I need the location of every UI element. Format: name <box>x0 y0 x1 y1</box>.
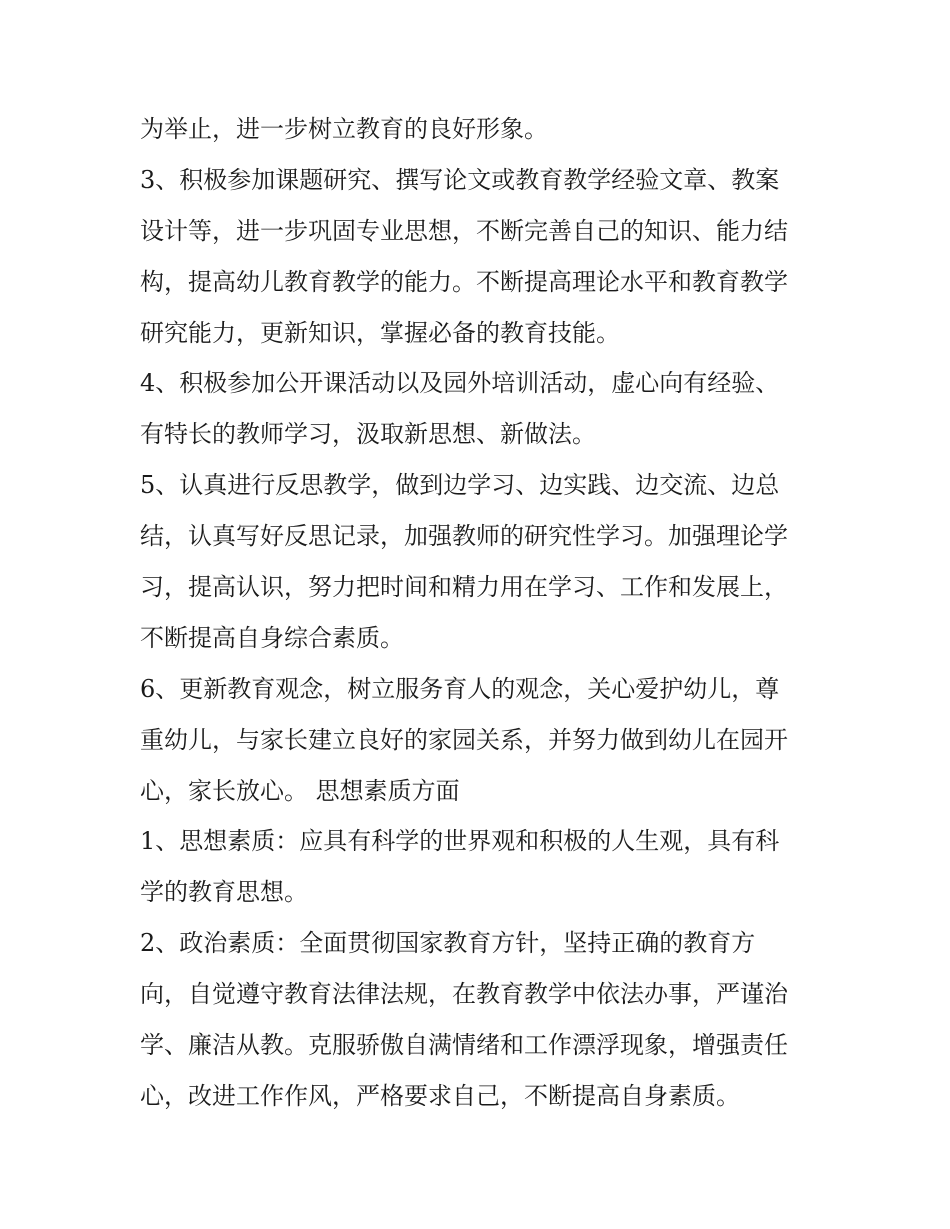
text-line: 4、积极参加公开课活动以及园外培训活动，虚心向有经验、 <box>140 369 780 398</box>
text-line: 习，提高认识，努力把时间和精力用在学习、工作和发展上， <box>140 573 788 602</box>
text-line: 学的教育思想。 <box>140 878 308 907</box>
text-line: 不断提高自身综合素质。 <box>140 623 404 652</box>
text-line: 3、积极参加课题研究、撰写论文或教育教学经验文章、教案 <box>140 165 780 194</box>
document-body <box>140 104 820 1122</box>
text-line: 6、更新教育观念，树立服务育人的观念，关心爱护幼儿，尊 <box>140 674 780 703</box>
text-line: 构，提高幼儿教育教学的能力。不断提高理论水平和教育教学 <box>140 267 788 296</box>
text-line: 5、认真进行反思教学，做到边学习、边实践、边交流、边总 <box>140 471 780 500</box>
text-line: 1、思想素质：应具有科学的世界观和积极的人生观，具有科 <box>140 827 780 856</box>
text-line: 心，改进工作作风，严格要求自己，不断提高自身素质。 <box>140 1081 740 1110</box>
text-line: 结，认真写好反思记录，加强教师的研究性学习。加强理论学 <box>140 522 788 551</box>
text-line: 向，自觉遵守教育法律法规，在教育教学中依法办事，严谨治 <box>140 980 788 1009</box>
text-line: 2、政治素质：全面贯彻国家教育方针，坚持正确的教育方 <box>140 929 756 958</box>
text-line: 为举止，进一步树立教育的良好形象。 <box>140 115 548 143</box>
text-line: 重幼儿，与家长建立良好的家园关系，并努力做到幼儿在园开 <box>140 725 788 754</box>
text-line: 设计等，进一步巩固专业思想，不断完善自己的知识、能力结 <box>140 216 788 245</box>
text-line: 研究能力，更新知识，掌握必备的教育技能。 <box>140 318 620 347</box>
text-line: 学、廉洁从教。克服骄傲自满情绪和工作漂浮现象，增强责任 <box>140 1031 788 1060</box>
text-line: 心，家长放心。 思想素质方面 <box>140 776 460 805</box>
text-line: 有特长的教师学习，汲取新思想、新做法。 <box>140 420 596 449</box>
